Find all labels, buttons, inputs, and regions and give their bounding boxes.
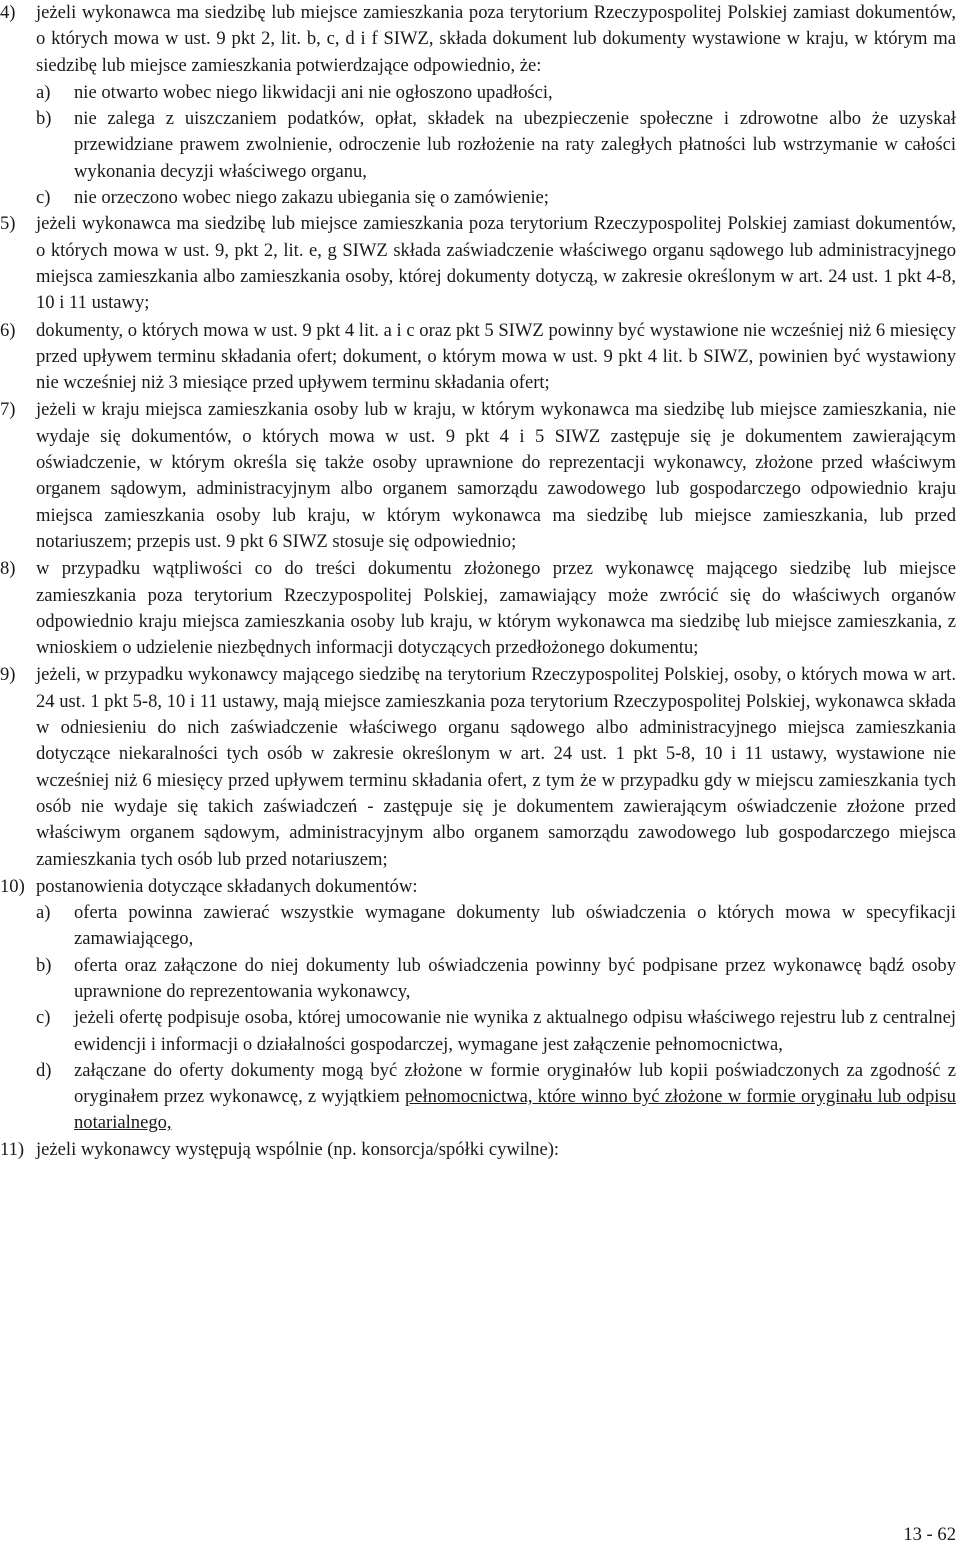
- item-text: jeżeli w kraju miejsca zamieszkania osoby lub w kraju, w którym wykonawca ma siedzibę lub miejsce zamieszkania, nie wydaje się dokumentów, o których mowa w ust. 9 pkt 4 i 5 SIWZ zastępuje się je dokumentem zawierającym oświadczenie, w którym określa się także osoby uprawnione do reprezentacji wykonawcy, złożone przed właściwym organem sądowym, administracyjnym albo organem samorządu zawodowego lub gospodarczego odpowiednio kraju miejsca zamieszkania osoby lub kraju, w którym wykonawca ma siedzibę lub miejsce zamieszkania, lub przed notariuszem; przepis ust. 9 pkt 6 SIWZ stosuje się odpowiednio;: [36, 399, 956, 552]
- list-item: [0, 874, 960, 900]
- sub-item-text: nie orzeczono wobec niego zakazu ubiegania się o zamówienie;: [74, 187, 549, 209]
- sub-item-text: nie otwarto wobec niego likwidacji ani nie ogłoszono upadłości,: [74, 81, 553, 103]
- sub-item-text: oferta oraz załączone do niej dokumenty lub oświadczenia powinny być podpisane przez wykonawcę bądź osoby uprawnione do reprezentowania wykonawcy,: [74, 954, 956, 1002]
- sub-item: [0, 106, 960, 185]
- sub-item-text: jeżeli ofertę podpisuje osoba, której umocowanie nie wynika z aktualnego odpisu właściwego rejestru lub z centralnej ewidencji i informacji o działalności gospodarczej, wymagane jest załączenie pełnomocnictwa,: [74, 1007, 956, 1055]
- list-item: [0, 556, 960, 661]
- sub-item-letter: c): [36, 1007, 51, 1029]
- sub-item-letter: a): [36, 81, 51, 103]
- sub-item-letter: b): [36, 108, 52, 130]
- sub-item-letter: a): [36, 902, 51, 924]
- sub-item: [0, 80, 960, 106]
- item-text: postanowienia dotyczące składanych dokumentów:: [36, 875, 418, 897]
- sub-item: [0, 185, 960, 211]
- sub-item-text: załączane do oferty dokumenty mogą być złożone w formie oryginałów lub kopii poświadczonych za zgodność z oryginałem przez wykonawcę, z wyjątkiem: [74, 1059, 956, 1108]
- item-text: w przypadku wątpliwości co do treści dokumentu złożonego przez wykonawcę mającego siedzibę lub miejsce zamieszkania poza terytorium Rzeczypospolitej Polskiej, zamawiający może zwrócić się do właściwych organów odpowiednio kraju miejsca zamieszkania osoby lub kraju, w którym wykonawca ma siedzibę lub miejsce zamieszkania, z wnioskiem o udzielenie niezbędnych informacji dotyczących przedłożonego dokumentu;: [36, 558, 956, 659]
- list-item: [0, 211, 960, 316]
- sub-item-text: nie zalega z uiszczaniem podatków, opłat, składek na ubezpieczenie społeczne i zdrowotne albo że uzyskał przewidziane prawem zwolnienie, odroczenie lub rozłożenie na raty zaległych płatności lub wstrzymanie w całości wykonania decyzji właściwego organu,: [74, 108, 956, 182]
- list-item: [0, 318, 960, 397]
- item-text: jeżeli wykonawca ma siedzibę lub miejsce zamieszkania poza terytorium Rzeczypospolitej Polskiej zamiast dokumentów, o których mowa w ust. 9, pkt 2, lit. e, g SIWZ składa zaświadczenie właściwego organu sądowego lub administracyjnego miejsca zamieszkania albo zamieszkania osoby, której dokumenty dotyczą, w zakresie określonym w art. 24 ust. 1 pkt 4-8, 10 i 11 ustawy;: [36, 213, 956, 314]
- item-number: 9): [0, 664, 16, 686]
- item-number: 11): [0, 1138, 25, 1160]
- underlined-text: pełnomocnictwa, które winno być złożone w formie oryginału lub odpisu notarialnego,: [74, 1086, 956, 1134]
- item-text: jeżeli, w przypadku wykonawcy mającego siedzibę na terytorium Rzeczypospolitej Polskiej, osoby, o których mowa w art. 24 ust. 1 pkt 5-8, 10 i 11 ustawy, mają miejsce zamieszkania poza terytorium Rzeczypospolitej Polskiej, wykonawca składa w odniesieniu do nich zaświadczenie właściwego organu sądowego albo administracyjnego miejsca zamieszkania dotyczące niekaralności tych osób w zakresie określonym w art. 24 ust. 1 pkt 5-8, 10 i 11 ustawy, wystawione nie wcześniej niż 6 miesięcy przed upływem terminu składania ofert, z tym że w przypadku gdy w miejscu zamieszkania tych osób nie wydaje się takich zaświadczeń - zastępuje się je dokumentem zawierającym oświadczenie złożone przed właściwym organem sądowym, administracyjnym albo organem samorządu zawodowego lub gospodarczego miejsca zamieszkania tych osób lub przed notariuszem;: [36, 664, 956, 870]
- list-item: [0, 0, 960, 79]
- sub-item: [0, 900, 960, 953]
- list-item: [0, 397, 960, 555]
- item-text: jeżeli wykonawca ma siedzibę lub miejsce zamieszkania poza terytorium Rzeczypospolitej Polskiej zamiast dokumentów, o których mowa w ust. 9 pkt 2, lit. b, c, d i f SIWZ, składa dokument lub dokumenty wystawione w kraju, w którym ma siedzibę lub miejsce zamieszkania potwierdzające odpowiednio, że:: [36, 2, 956, 76]
- item-number: 4): [0, 2, 16, 23]
- item-number: 7): [0, 399, 16, 421]
- item-text: dokumenty, o których mowa w ust. 9 pkt 4 lit. a i c oraz pkt 5 SIWZ powinny być wystawione nie wcześniej niż 6 miesięcy przed upływem terminu składania ofert; dokument, o którym mowa w ust. 9 pkt 4 lit. b SIWZ, powinien być wystawiony nie wcześniej niż 3 miesiące przed upływem terminu składania ofert;: [36, 319, 956, 394]
- sub-item-text: oferta powinna zawierać wszystkie wymagane dokumenty lub oświadczenia o których mowa w specyfikacji zamawiającego,: [74, 902, 956, 950]
- item-number: 6): [0, 319, 16, 341]
- sub-item-letter: d): [36, 1059, 52, 1081]
- list-item: [0, 1137, 960, 1163]
- list-item: [0, 662, 960, 872]
- page-number: 13 - 62: [903, 1524, 956, 1545]
- sub-item: [0, 1058, 960, 1137]
- item-number: 5): [0, 213, 16, 235]
- sub-item: [0, 953, 960, 1006]
- item-text: jeżeli wykonawcy występują wspólnie (np. konsorcja/spółki cywilne):: [36, 1138, 560, 1160]
- sub-item: [0, 1005, 960, 1058]
- sub-item-letter: b): [36, 954, 52, 976]
- item-number: 8): [0, 558, 16, 580]
- item-number: 10): [0, 875, 25, 897]
- sub-item-letter: c): [36, 187, 51, 209]
